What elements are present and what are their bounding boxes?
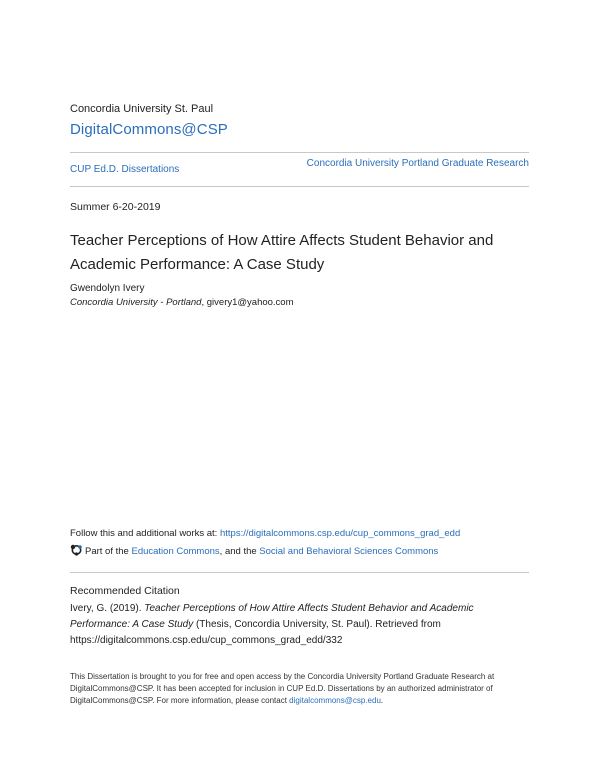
part-of-middle: , and the xyxy=(219,546,260,557)
citation-rest: (Thesis, Concordia University, St. Paul). Retrieved from https://digitalcommons.csp.edu/cup_commons_grad_edd/332 xyxy=(70,619,441,646)
parent-collection-link[interactable]: Concordia University Portland Graduate Research xyxy=(306,158,529,169)
access-statement-end: . xyxy=(380,696,384,705)
access-statement-text: This Dissertation is brought to you for free and open access by the Concordia University Portland Graduate Research at DigitalCommons@CSP. It has been accepted for inclusion in CUP Ed.D. Dissertations by an authorized administrator of DigitalCommons@CSP. For more information, please contact xyxy=(70,672,495,705)
access-statement xyxy=(70,671,530,707)
citation-title: Teacher Perceptions of How Attire Affects Student Behavior and Academic Performance: A Case Study xyxy=(70,603,474,630)
network-commons-icon xyxy=(70,544,83,556)
follow-line xyxy=(70,528,460,539)
author-affiliation xyxy=(70,297,294,308)
citation-text xyxy=(70,601,530,649)
institution-name: Concordia University St. Paul xyxy=(70,103,214,115)
publication-date: Summer 6-20-2019 xyxy=(70,201,161,213)
follow-url-link[interactable]: https://digitalcommons.csp.edu/cup_commons_grad_edd xyxy=(219,528,461,539)
social-behavioral-sciences-commons-link[interactable]: Social and Behavioral Sciences Commons xyxy=(259,546,439,557)
divider-breadcrumb xyxy=(70,186,529,187)
repository-brand-link[interactable]: DigitalCommons@CSP xyxy=(70,121,228,138)
follow-prefix: Follow this and additional works at: xyxy=(70,528,220,539)
author-email: , givery1@yahoo.com xyxy=(201,297,294,308)
citation-authors: Ivery, G. (2019). xyxy=(70,603,145,614)
part-of-prefix: Part of the xyxy=(85,546,132,557)
recommended-citation-heading: Recommended Citation xyxy=(70,585,180,597)
education-commons-link[interactable]: Education Commons xyxy=(131,546,220,557)
part-of-line xyxy=(70,544,438,557)
contact-email-link[interactable]: digitalcommons@csp.edu xyxy=(289,696,381,705)
divider-top xyxy=(70,152,529,153)
divider-citation xyxy=(70,572,529,573)
collection-link[interactable]: CUP Ed.D. Dissertations xyxy=(70,164,180,175)
document-title: Teacher Perceptions of How Attire Affects Student Behavior and Academic Performance: A Case Study xyxy=(70,232,494,273)
affiliation-name: Concordia University - Portland xyxy=(70,297,202,308)
author-name: Gwendolyn Ivery xyxy=(70,283,145,294)
